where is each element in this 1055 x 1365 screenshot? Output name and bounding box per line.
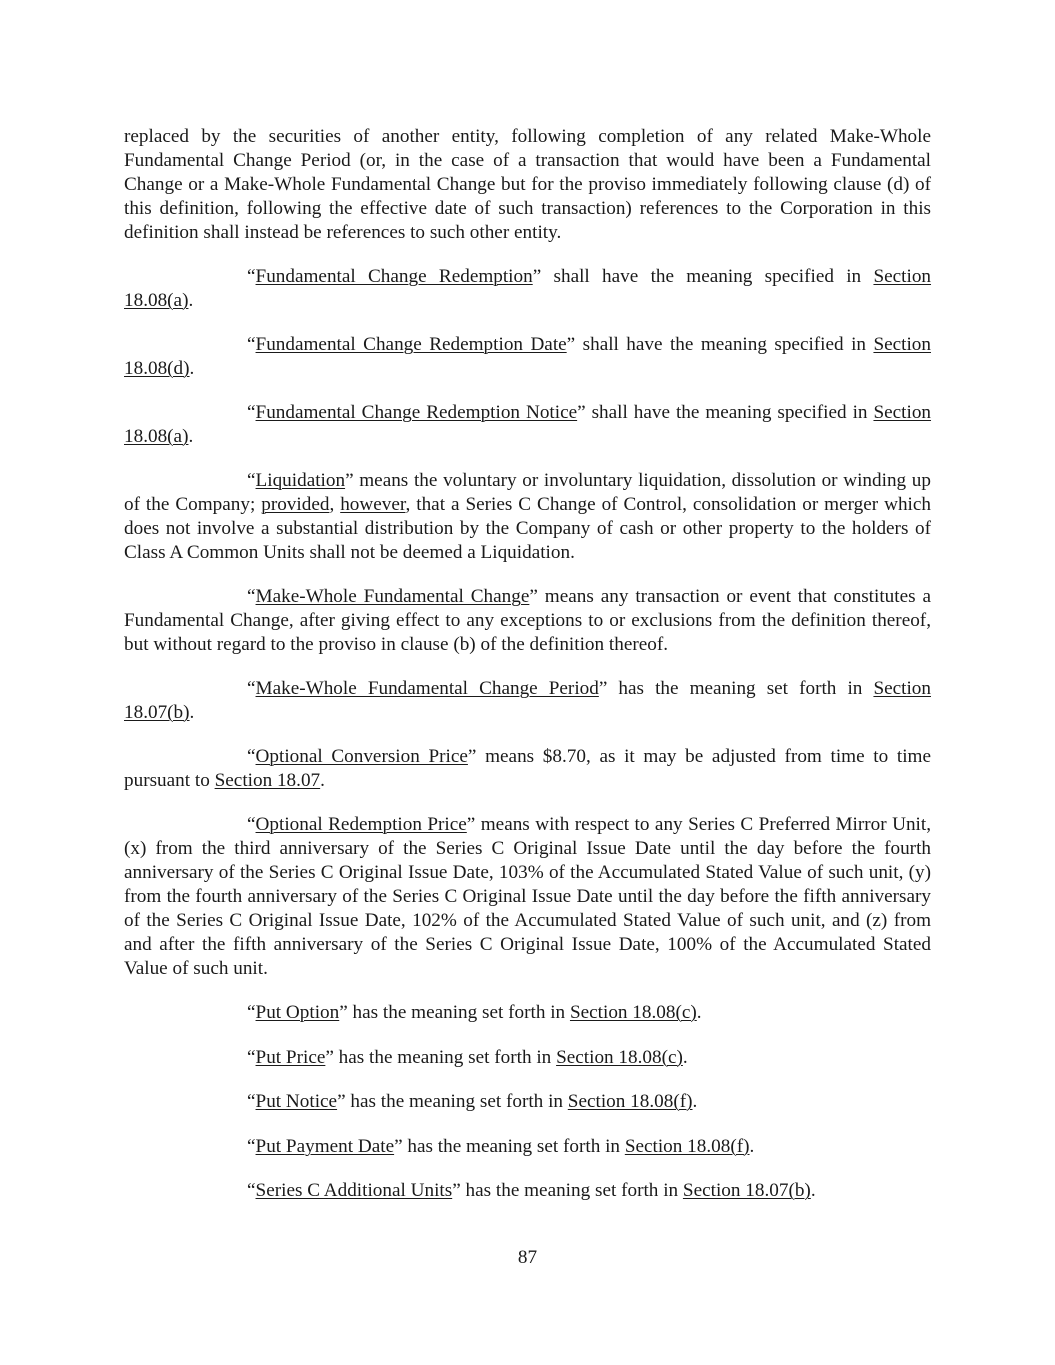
open-quote: “ [247, 1135, 256, 1157]
defined-term: Optional Redemption Price [255, 814, 467, 835]
definition-text: ” means the voluntary or involuntary liquidation, dissolution or winding up of the Company; [124, 470, 931, 515]
open-quote: “ [247, 746, 256, 767]
open-quote: “ [247, 814, 256, 835]
period: . [189, 702, 195, 723]
definition-optional-redemption-price [124, 813, 931, 981]
page-number: 87 [517, 1247, 538, 1268]
defined-term: Put Payment Date [255, 1135, 395, 1157]
section-reference: Section 18.08(a) [124, 402, 932, 447]
defined-term: Liquidation [255, 470, 346, 491]
section-reference: Section 18.07(b) [682, 1180, 811, 1202]
defined-term: Put Option [255, 1002, 340, 1023]
definition-text: ” means $8.70, as it may be adjusted from time to time pursuant to [124, 746, 931, 791]
defined-term: Fundamental Change Redemption [255, 266, 533, 287]
definition-text: ” has the meaning set forth in [394, 1135, 625, 1157]
definition-text: ” shall have the meaning specified in [532, 266, 874, 287]
definition-fundamental-change-redemption-notice [124, 401, 931, 449]
definition-liquidation [124, 469, 931, 565]
period: . [188, 290, 194, 311]
period: . [682, 1046, 688, 1068]
definition-optional-conversion-price [124, 745, 931, 793]
definition-text: ” means any transaction or event that constitutes a Fundamental Change, after giving effect to any exceptions to or exclusions from the definition thereof, but without regard to the proviso in clause (b) of the definition thereof. [124, 586, 931, 655]
open-quote: “ [247, 1046, 256, 1068]
definition-text-continued: , that a Series C Change of Control, consolidation or merger which does not involve a substantial distribution by the Company of cash or other property to the holders of Class A Common Units shall not be deemed a Liquidation. [124, 494, 932, 563]
section-reference: Section 18.08(c) [556, 1046, 683, 1068]
section-reference: Section 18.07(b) [124, 678, 931, 723]
section-reference: Section 18.08(f) [567, 1091, 693, 1113]
period: . [189, 358, 195, 379]
section-reference: Section 18.08(f) [624, 1135, 750, 1157]
definition-put-option [124, 1001, 931, 1025]
period: . [749, 1135, 755, 1157]
open-quote: “ [247, 402, 256, 423]
defined-term: Fundamental Change Redemption Date [255, 334, 567, 355]
however-word: however [340, 494, 406, 515]
definition-make-whole-fundamental-change [124, 585, 931, 657]
open-quote: “ [247, 1002, 256, 1023]
definition-put-price [124, 1046, 931, 1070]
definition-make-whole-fundamental-change-period [124, 677, 931, 725]
section-reference: Section 18.07 [214, 770, 321, 791]
period: . [696, 1002, 702, 1023]
open-quote: “ [247, 678, 256, 699]
open-quote: “ [247, 1091, 256, 1113]
intro-paragraph: replaced by the securities of another entity, following completion of any related Make-Whole Fundamental Change Period (or, in the case of a transaction that would have been a Fundamental Change or a Make-Whole Fundamental Change but for the proviso immediately following clause (d) of this definition, following the effective date of such transaction) references to the Corporation in this definition shall instead be references to such other entity. [124, 126, 931, 243]
definition-text: ” has the meaning set forth in [339, 1002, 570, 1023]
open-quote: “ [247, 1180, 256, 1202]
open-quote: “ [247, 470, 256, 491]
section-reference: Section 18.08(c) [569, 1002, 697, 1023]
defined-term: Put Price [255, 1046, 326, 1068]
provided-word: provided [261, 494, 330, 515]
defined-term: Put Notice [255, 1091, 338, 1113]
definition-fundamental-change-redemption [124, 265, 931, 313]
definition-put-payment-date [124, 1135, 931, 1159]
document-body [124, 125, 931, 1224]
definition-text: ” has the meaning set forth in [452, 1180, 683, 1202]
period: . [810, 1180, 816, 1202]
definition-text: ” has the meaning set forth in [598, 678, 874, 699]
defined-term: Make-Whole Fundamental Change [255, 586, 530, 607]
open-quote: “ [247, 586, 256, 607]
period: . [320, 770, 325, 791]
definition-text: ” has the meaning set forth in [325, 1046, 557, 1068]
section-reference: Section 18.08(d) [124, 334, 931, 379]
section-reference: Section 18.08(a) [124, 266, 932, 311]
definition-text: ” means with respect to any Series C Preferred Mirror Unit, (x) from the third anniversary of the Series C Original Issue Date until the day before the fourth anniversary of the Series C Original Issue Date, 103% of the Accumulated Stated Value of such unit, (y) from the fourth anniversary of the Series C Original Issue Date until the day before the fifth anniversary of the Series C Original Issue Date, 102% of the Accumulated Stated Value of such unit, and (z) from and after the fifth anniversary of the Series C Original Issue Date, 100% of the Accumulated Stated Value of such unit. [124, 814, 931, 979]
period: . [692, 1091, 698, 1113]
defined-term: Optional Conversion Price [255, 746, 468, 767]
definition-text: ” has the meaning set forth in [337, 1091, 568, 1113]
definition-put-notice [124, 1090, 931, 1114]
open-quote: “ [247, 334, 256, 355]
definition-text: ” shall have the meaning specified in [566, 334, 874, 355]
definition-text: ” shall have the meaning specified in [577, 402, 874, 423]
open-quote: “ [247, 266, 256, 287]
definition-fundamental-change-redemption-date [124, 333, 931, 381]
definition-series-c-additional-units [124, 1179, 931, 1203]
defined-term: Fundamental Change Redemption Notice [255, 402, 578, 423]
defined-term: Series C Additional Units [255, 1180, 453, 1202]
defined-term: Make-Whole Fundamental Change Period [255, 678, 599, 699]
separator: , [329, 494, 341, 515]
period: . [188, 426, 194, 447]
